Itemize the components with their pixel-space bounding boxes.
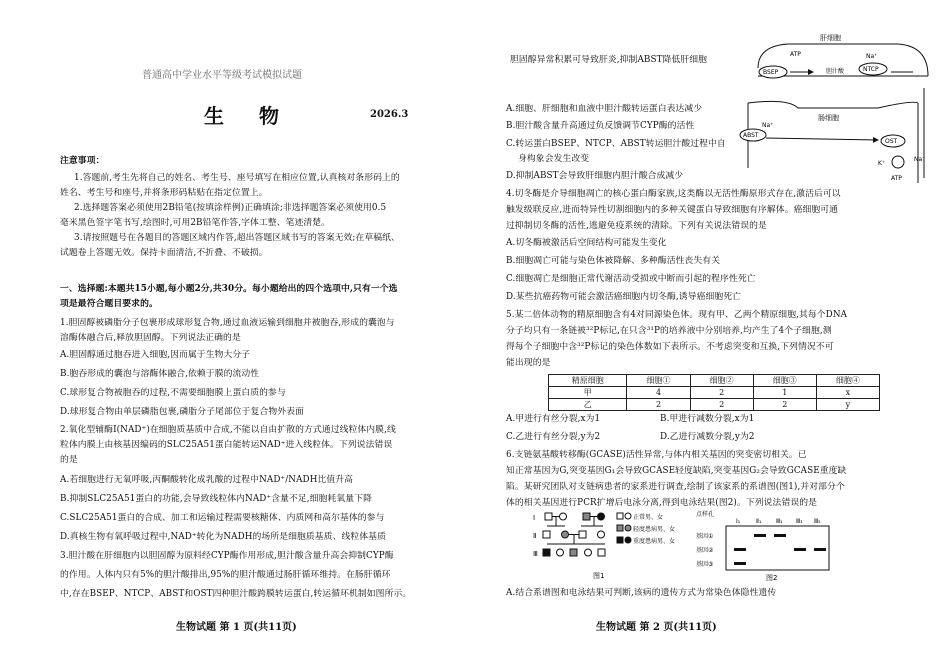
page-2 <box>478 0 950 657</box>
intestine-cell-label: 肠细胞 <box>818 114 839 122</box>
lane-label: Ⅲ₁ <box>776 518 783 525</box>
lane-label: Ⅱ₁ <box>756 518 762 525</box>
pedigree-female <box>598 513 605 520</box>
na-label-3: Na⁺ <box>914 156 926 163</box>
section-title: 项是最符合题目要求的。 <box>60 299 158 309</box>
page-title: 生 物 <box>204 104 293 128</box>
pedigree-male <box>570 549 577 556</box>
table-row <box>549 399 880 411</box>
generation-label: Ⅱ <box>533 532 537 540</box>
question-2-stem: 的是 <box>60 455 78 465</box>
table-header-cell: 细胞② <box>690 375 753 387</box>
table-cell: 2 <box>690 387 753 399</box>
question-5-stem: 得每个子细胞中含³²P标记的染色体数如下表所示。不考虑突变和互换,下列情况不可 <box>506 342 834 352</box>
pedigree-male <box>598 549 605 556</box>
question-3-option: 身构象会发生改变 <box>518 154 590 164</box>
question-1-stem: 溶酶体融合后,释放胆固醇。下列说法正确的是 <box>60 333 241 343</box>
legend-severe: 重度患病男、女 <box>633 538 676 545</box>
atp-label: ATP <box>790 51 801 58</box>
figure-2-caption: 图2 <box>766 574 778 582</box>
notice-line: 姓名、考生号和座号,并将条形码粘贴在指定位置上。 <box>60 188 268 198</box>
question-5-stem: 能出现的是 <box>506 358 551 368</box>
lane-label: Ⅲ₅ <box>814 518 821 525</box>
generation-label: Ⅲ <box>533 550 538 558</box>
table-row <box>549 387 880 399</box>
lane-label: Ⅲ₃ <box>796 518 803 525</box>
question-5-stem: 分子均只有一条链被³²P标记,在只含³¹P的培养液中分别培养,均产生了4个子细胞,测 <box>506 326 832 336</box>
table-cell: 1 <box>753 387 816 399</box>
na-label: Na⁺ <box>866 53 878 60</box>
pedigree-figure <box>533 508 693 583</box>
table-header-cell: 细胞③ <box>753 375 816 387</box>
atp-label-2: ATP <box>891 175 902 182</box>
question-2-option: D.真核生物有氧呼吸过程中,NAD⁺转化为NADH的场所是细胞质基质、线粒体基质 <box>60 532 386 542</box>
question-1-stem: 1.胆固醇被磷脂分子包裹形成球形复合物,通过血液运输到细胞并被胞吞,形成的囊泡与 <box>60 318 395 328</box>
table-cell: 2 <box>690 399 753 411</box>
question-5-option: A.甲进行有丝分裂,x为1 <box>506 414 601 424</box>
table-header-cell: 精原细胞 <box>549 375 627 387</box>
question-2-option: A.若细胞进行无氧呼吸,丙酮酸转化成乳酸的过程中NAD⁺/NADH比值升高 <box>60 475 354 485</box>
question-4-stem: 触发级联反应,进而特异性切割细胞内的多种关键蛋白导致细胞有序解体。癌细胞可通 <box>506 205 839 215</box>
gel-band <box>754 534 766 537</box>
gel-band <box>774 534 786 537</box>
table-header-cell: 细胞④ <box>816 375 879 387</box>
question-3-stem: 中,存在BSEP、NTCP、ABST和OST四种胆汁酸跨膜转运蛋白,转运循环机制如图所示。 <box>60 589 412 599</box>
question-5-stem: 5.某二倍体动物的精原细胞含有4对同源染色体。现有甲、乙两个精原细胞,其每个DNA <box>506 310 848 320</box>
question-1-option: D.球形复合物由单层磷脂包裹,磷脂分子尾部位于复合物外表面 <box>60 407 304 417</box>
pedigree-male <box>583 513 590 520</box>
page-footer: 生物试题 第 2 页(共11页) <box>596 622 717 633</box>
question-5-option: D.乙进行减数分裂,y为2 <box>660 432 755 442</box>
question-6-stem: 6.支链氨基酸转移酶(GCASE)活性异常,与体内相关基因的突变密切相关。已 <box>506 450 807 460</box>
gel-band <box>794 548 806 551</box>
question-6-stem: 体的相关基因进行PCR扩增后电泳分离,得到电泳结果(图2)。下列说法错误的是 <box>506 498 818 508</box>
pedigree-female <box>598 531 605 538</box>
band-label: 基因③ <box>696 561 714 568</box>
gel-figure <box>696 506 831 584</box>
question-1-option: B.胞吞形成的囊泡与溶酶体融合,依赖于膜的流动性 <box>60 369 260 379</box>
question-3-option: D.抑制ABST会导致肝细胞内胆汁酸合成减少 <box>506 171 684 181</box>
notice-line: 1.答题前,考生先将自己的姓名、考生号、座号填写在相应位置,认真核对条形码上的 <box>74 173 400 183</box>
pedigree-female <box>560 513 567 520</box>
pedigree-female <box>562 531 569 538</box>
gel-band <box>734 562 746 565</box>
notice-line: 2.选择题答案必须使用2B铅笔(按填涂样例)正确填涂;非选择题答案必须使用0.5 <box>74 203 387 213</box>
table-cell: 2 <box>753 399 816 411</box>
question-5-option: B.甲进行减数分裂,x为1 <box>660 414 755 424</box>
na-label-2: Na⁺ <box>762 122 774 129</box>
ost-label: OST <box>885 138 898 145</box>
generation-label: Ⅰ <box>533 514 536 522</box>
pedigree-male <box>543 531 550 538</box>
question-4-stem: 4.切冬酶是介导细胞凋亡的核心蛋白酶家族,这类酶以无活性酶原形式存在,激活后可以 <box>506 189 841 199</box>
question-2-option: B.抑制SLC25A51蛋白的功能,会导致线粒体内NAD⁺含量不足,细胞耗氧量下降 <box>60 494 372 504</box>
question-4-option: B.细胞凋亡可能与染色体被降解、多种酶活性丧失有关 <box>506 256 721 266</box>
labeling-table <box>548 374 880 411</box>
pedigree-male <box>545 513 552 520</box>
question-2-stem: 2.氧化型辅酶Ⅰ(NAD⁺)在细胞质基质中合成,不能以自由扩散的方式通过线粒体内膜,线 <box>60 425 396 435</box>
notice-line: 3.请按照题号在各题目的答题区域内作答,超出答题区域书写的答案无效;在草稿纸、 <box>74 233 400 243</box>
abst-label: ABST <box>743 132 759 139</box>
table-cell: 2 <box>627 399 690 411</box>
sample-well-label: 点样孔 <box>696 511 715 518</box>
question-5-option: C.乙进行有丝分裂,y为2 <box>506 432 601 442</box>
question-4-option: D.某些抗癌药物可能会激活癌细胞内切冬酶,诱导癌细胞死亡 <box>506 292 742 302</box>
header-cut-text: 普通高中学业水平等级考试模拟试题 <box>142 70 302 81</box>
table-cell: 4 <box>627 387 690 399</box>
atpase-pump <box>892 156 904 168</box>
table-header-row <box>549 375 880 387</box>
section-title: 一、选择题:本题共15小题,每小题2分,共30分。每小题给出的四个选项中,只有一个选 <box>60 284 398 294</box>
question-6-stem: 知正常基因为G,突变基因G₁会导致GCASE轻度缺陷,突变基因G₂会导致GCASE重度缺 <box>506 466 847 476</box>
question-4-stem: 过抑制切冬酶的活性,逃避免疫系统的清除。下列有关说法错误的是 <box>506 221 767 231</box>
table-cell: x <box>816 387 879 399</box>
question-3-option: C.转运蛋白BSEP、NTCP、ABST转运胆汁酸过程中自 <box>506 139 726 149</box>
bsep-label: BSEP <box>763 69 779 76</box>
question-2-stem: 粒体内膜上由核基因编码的SLC25A51蛋白能转运NAD⁺进入线粒体。下列说法错误 <box>60 440 393 450</box>
pedigree-female <box>557 549 564 556</box>
question-4-option: C.细胞凋亡是细胞正常代谢活动受损或中断而引起的程序性死亡 <box>506 274 756 284</box>
table-header-cell: 细胞① <box>627 375 690 387</box>
question-1-option: C.球形复合物被胞吞的过程,不需要细胞膜上蛋白质的参与 <box>60 388 286 398</box>
question-6-stem: 陷。某研究团队对支链病患者的家系进行调查,绘制了该家系的系谱图(图1),并对部分个 <box>506 482 845 492</box>
question-6-option: A.结合系谱图和电泳结果可判断,该病的遗传方式为常染色体隐性遗传 <box>506 588 777 598</box>
gel-band <box>734 548 746 551</box>
question-3-stem: 的作用。人体内只有5%的胆汁酸排出,95%的胆汁酸通过肠肝循环维持。在肠肝循环 <box>60 570 391 580</box>
question-3-option: B.胆汁酸含量升高通过负反馈调节CYP酶的活性 <box>506 121 695 131</box>
table-cell: 甲 <box>549 387 627 399</box>
notice-line: 试题卷上答题无效。保持卡面清洁,不折叠、不破损。 <box>60 248 268 258</box>
lane-label: Ⅰ₁ <box>736 518 741 525</box>
exam-date: 2026.3 <box>370 109 409 120</box>
figure-1-caption: 图1 <box>593 572 605 580</box>
bile-acid-diagram <box>728 28 938 193</box>
cut-top-line: 胆固醇异常积累可导致肝炎,抑制ABST降低肝细胞 <box>510 55 708 65</box>
pedigree-female <box>585 549 592 556</box>
table-cell: y <box>816 399 879 411</box>
question-3-option: A.细胞、肝细胞和血液中胆汁酸转运蛋白表达减少 <box>506 104 703 114</box>
question-3-stem: 3.胆汁酸在肝细胞内以胆固醇为原料经CYP酶作用形成,胆汁酸含量升高会抑制CYP酶 <box>60 551 394 561</box>
pedigree-male <box>543 549 550 556</box>
pedigree-male <box>579 531 586 538</box>
ntcp-label: NTCP <box>863 66 879 73</box>
band-label: 基因① <box>696 533 714 540</box>
gel-band <box>814 548 826 551</box>
page-footer: 生物试题 第 1 页(共11页) <box>176 622 297 633</box>
legend-normal: 正常男、女 <box>633 514 664 521</box>
legend-mild: 轻度患病男、女 <box>633 526 676 533</box>
table-cell: 乙 <box>549 399 627 411</box>
question-1-option: A.胆固醇通过胞吞进入细胞,因而属于生物大分子 <box>60 350 251 360</box>
notice-line: 毫米黑色签字笔书写,绘图时,可用2B铅笔作答,字体工整、笔迹清楚。 <box>60 218 331 228</box>
question-4-option: A.切冬酶被激活后空间结构可能发生变化 <box>506 238 667 248</box>
band-label: 基因② <box>696 547 714 554</box>
question-2-option: C.SLC25A51蛋白的合成、加工和运输过程需要核糖体、内质网和高尔基体的参与 <box>60 513 385 523</box>
liver-cell-label: 肝细胞 <box>820 34 841 42</box>
k-label: K⁺ <box>878 160 886 167</box>
bile-acid-label: 胆汁酸 <box>826 68 845 75</box>
notice-title: 注意事项： <box>60 156 105 166</box>
